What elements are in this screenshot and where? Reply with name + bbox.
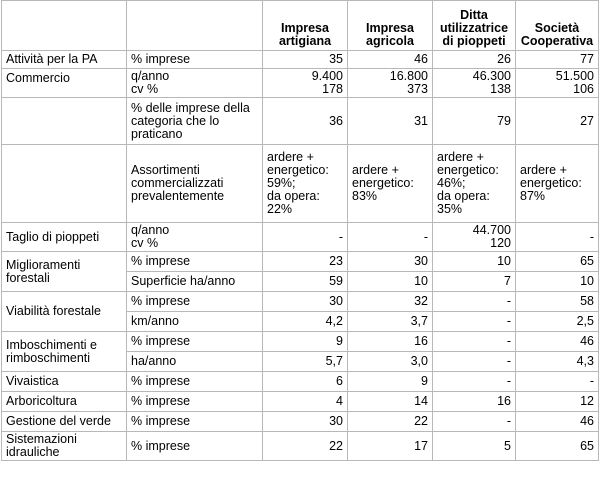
value-cell: 26	[433, 51, 516, 69]
header-ditta-pioppeti: Ditta utilizzatrice di pioppeti	[433, 1, 516, 51]
row-label: Commercio	[2, 69, 127, 98]
row-unit: Assortimenti commercializzati prevalentemente	[127, 145, 263, 223]
value-cell: 79	[433, 98, 516, 145]
value-cell: 22	[263, 432, 348, 461]
row-label: Sistemazioni idrauliche	[2, 432, 127, 461]
value-cell: -	[263, 223, 348, 252]
value-cell: 9.400 178	[263, 69, 348, 98]
row-unit: Superficie ha/anno	[127, 272, 263, 292]
row-unit: % imprese	[127, 372, 263, 392]
row-unit: % delle imprese della categoria che lo praticano	[127, 98, 263, 145]
value-cell: 4,2	[263, 312, 348, 332]
value-cell: 12	[516, 392, 599, 412]
value-cell: 4,3	[516, 352, 599, 372]
value-cell: 3,7	[348, 312, 433, 332]
header-impresa-artigiana: Impresa artigiana	[263, 1, 348, 51]
value-cell: -	[433, 312, 516, 332]
value-cell: -	[433, 412, 516, 432]
value-cell: -	[433, 332, 516, 352]
row-label-empty	[2, 145, 127, 223]
row-label: Gestione del verde	[2, 412, 127, 432]
value-cell: 44.700 120	[433, 223, 516, 252]
row-unit: q/anno cv %	[127, 69, 263, 98]
table-row	[2, 432, 599, 461]
value-cell: -	[348, 223, 433, 252]
row-label: Imboschimenti e rimboschimenti	[2, 332, 127, 372]
value-cell: -	[516, 372, 599, 392]
value-cell: 30	[263, 292, 348, 312]
value-cell: 46	[516, 412, 599, 432]
value-cell: 46	[516, 332, 599, 352]
row-unit: ha/anno	[127, 352, 263, 372]
row-unit: q/anno cv %	[127, 223, 263, 252]
row-unit: % imprese	[127, 292, 263, 312]
value-cell: 16.800 373	[348, 69, 433, 98]
row-label: Taglio di pioppeti	[2, 223, 127, 252]
header-cell-unit	[127, 1, 263, 51]
value-cell: 59	[263, 272, 348, 292]
row-label: Vivaistica	[2, 372, 127, 392]
row-unit: % imprese	[127, 412, 263, 432]
row-label: Attività per la PA	[2, 51, 127, 69]
table-row	[2, 392, 599, 412]
table-row	[2, 98, 599, 145]
value-cell: 5,7	[263, 352, 348, 372]
table-row	[2, 145, 599, 223]
value-cell: 16	[433, 392, 516, 412]
value-cell: 35	[263, 51, 348, 69]
value-cell: 14	[348, 392, 433, 412]
table-row	[2, 51, 599, 69]
value-cell: 46.300 138	[433, 69, 516, 98]
row-unit: % imprese	[127, 252, 263, 272]
value-cell: 46	[348, 51, 433, 69]
table-row	[2, 223, 599, 252]
value-cell: 31	[348, 98, 433, 145]
table-row	[2, 372, 599, 392]
value-cell: 65	[516, 252, 599, 272]
table-row	[2, 252, 599, 272]
value-cell: 5	[433, 432, 516, 461]
value-cell: 30	[263, 412, 348, 432]
value-cell: -	[433, 292, 516, 312]
value-cell: 10	[433, 252, 516, 272]
value-cell: 9	[348, 372, 433, 392]
value-cell: 32	[348, 292, 433, 312]
header-cell-activity	[2, 1, 127, 51]
value-cell: 9	[263, 332, 348, 352]
value-cell: 3,0	[348, 352, 433, 372]
row-label: Viabilità forestale	[2, 292, 127, 332]
value-cell: 2,5	[516, 312, 599, 332]
row-unit: % imprese	[127, 392, 263, 412]
value-cell: -	[433, 372, 516, 392]
table-row	[2, 412, 599, 432]
table-row	[2, 69, 599, 98]
activities-table	[1, 0, 599, 461]
value-cell: 27	[516, 98, 599, 145]
value-cell: 58	[516, 292, 599, 312]
value-cell: 10	[348, 272, 433, 292]
value-cell: 30	[348, 252, 433, 272]
row-unit: % imprese	[127, 51, 263, 69]
value-cell: 51.500 106	[516, 69, 599, 98]
value-cell: ardere + energetico: 46%; da opera: 35%	[433, 145, 516, 223]
value-cell: 17	[348, 432, 433, 461]
value-cell: ardere + energetico: 87%	[516, 145, 599, 223]
row-label-empty	[2, 98, 127, 145]
row-label: Arboricoltura	[2, 392, 127, 412]
table-row	[2, 292, 599, 312]
value-cell: 77	[516, 51, 599, 69]
value-cell: 7	[433, 272, 516, 292]
value-cell: ardere + energetico: 59%; da opera: 22%	[263, 145, 348, 223]
value-cell: 4	[263, 392, 348, 412]
header-impresa-agricola: Impresa agricola	[348, 1, 433, 51]
value-cell: -	[516, 223, 599, 252]
value-cell: 16	[348, 332, 433, 352]
header-societa-cooperativa: Società Cooperativa	[516, 1, 599, 51]
value-cell: 10	[516, 272, 599, 292]
header-row	[2, 1, 599, 51]
value-cell: 36	[263, 98, 348, 145]
row-unit: % imprese	[127, 332, 263, 352]
value-cell: ardere + energetico: 83%	[348, 145, 433, 223]
row-unit: % imprese	[127, 432, 263, 461]
value-cell: 22	[348, 412, 433, 432]
row-unit: km/anno	[127, 312, 263, 332]
value-cell: 6	[263, 372, 348, 392]
value-cell: -	[433, 352, 516, 372]
value-cell: 23	[263, 252, 348, 272]
row-label: Miglioramenti forestali	[2, 252, 127, 292]
table-row	[2, 332, 599, 352]
value-cell: 65	[516, 432, 599, 461]
